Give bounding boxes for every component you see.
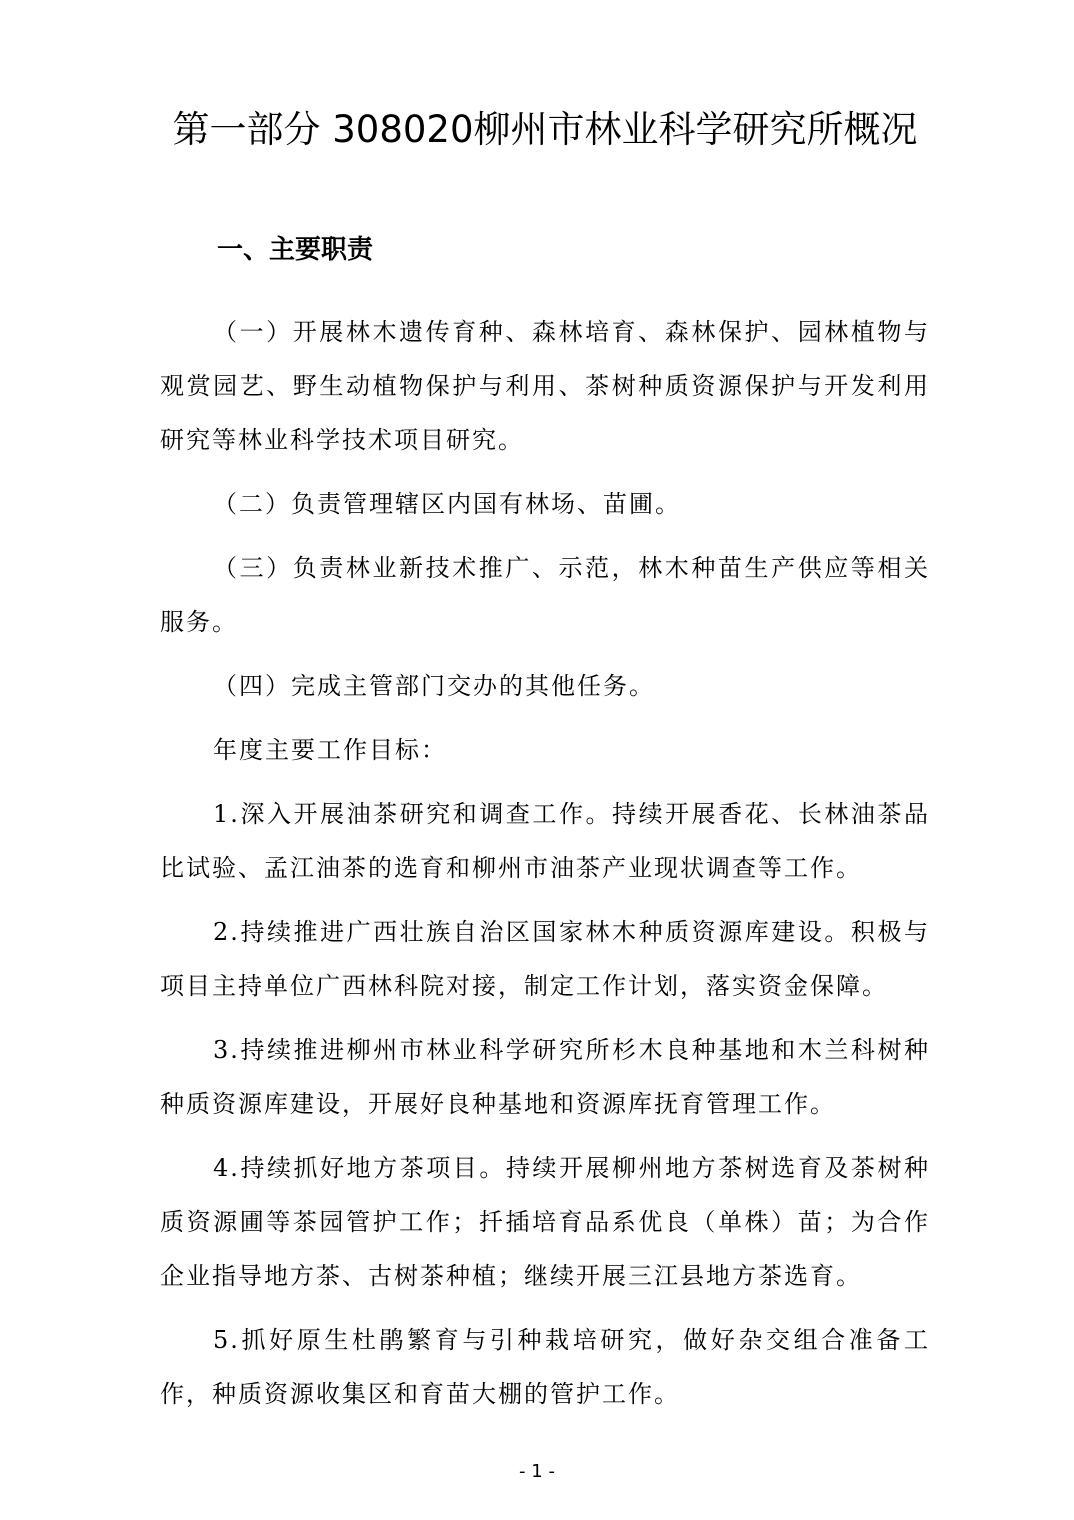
paragraph-goal-5: 5.抓好原生杜鹃繁育与引种栽培研究，做好杂交组合准备工作，种质资源收集区和育苗大棚的管护工作。 [160, 1326, 930, 1408]
paragraph-duty-2: （二）负责管理辖区内国有林场、苗圃。 [213, 490, 681, 518]
paragraph-duty-3: （三）负责林业新技术推广、示范，林木种苗生产供应等相关服务。 [160, 554, 930, 636]
body-text [160, 305, 930, 1421]
paragraph-goal-2: 2.持续推进广西壮族自治区国家林木种质资源库建设。积极与项目主持单位广西林科院对接，制定工作计划，落实资金保障。 [160, 918, 930, 1000]
section-heading: 一、主要职责 [217, 235, 374, 265]
paragraph-goal-3: 3.持续推进柳州市林业科学研究所杉木良种基地和木兰科树种种质资源库建设，开展好良种基地和资源库抚育管理工作。 [160, 1036, 930, 1118]
page-title: 第一部分 308020柳州市林业科学研究所概况 [172, 108, 918, 151]
paragraph-goal-4: 4.持续抓好地方茶项目。持续开展柳州地方茶树选育及茶树种质资源圃等茶园管护工作；扦插培育品系优良（单株）苗；为合作企业指导地方茶、古树茶种植；继续开展三江县地方茶选育。 [160, 1154, 930, 1290]
paragraph-goals-heading: 年度主要工作目标： [213, 736, 447, 764]
paragraph-goal-1: 1.深入开展油茶研究和调查工作。持续开展香花、长林油茶品比试验、孟江油茶的选育和柳州市油茶产业现状调查等工作。 [160, 800, 930, 882]
paragraph-duty-4: （四）完成主管部门交办的其他任务。 [213, 672, 655, 700]
page-number: - 1 - [519, 1461, 555, 1482]
paragraph-duty-1: （一）开展林木遗传育种、森林培育、森林保护、园林植物与观赏园艺、野生动植物保护与利用、茶树种质资源保护与开发利用研究等林业科学技术项目研究。 [160, 318, 930, 454]
